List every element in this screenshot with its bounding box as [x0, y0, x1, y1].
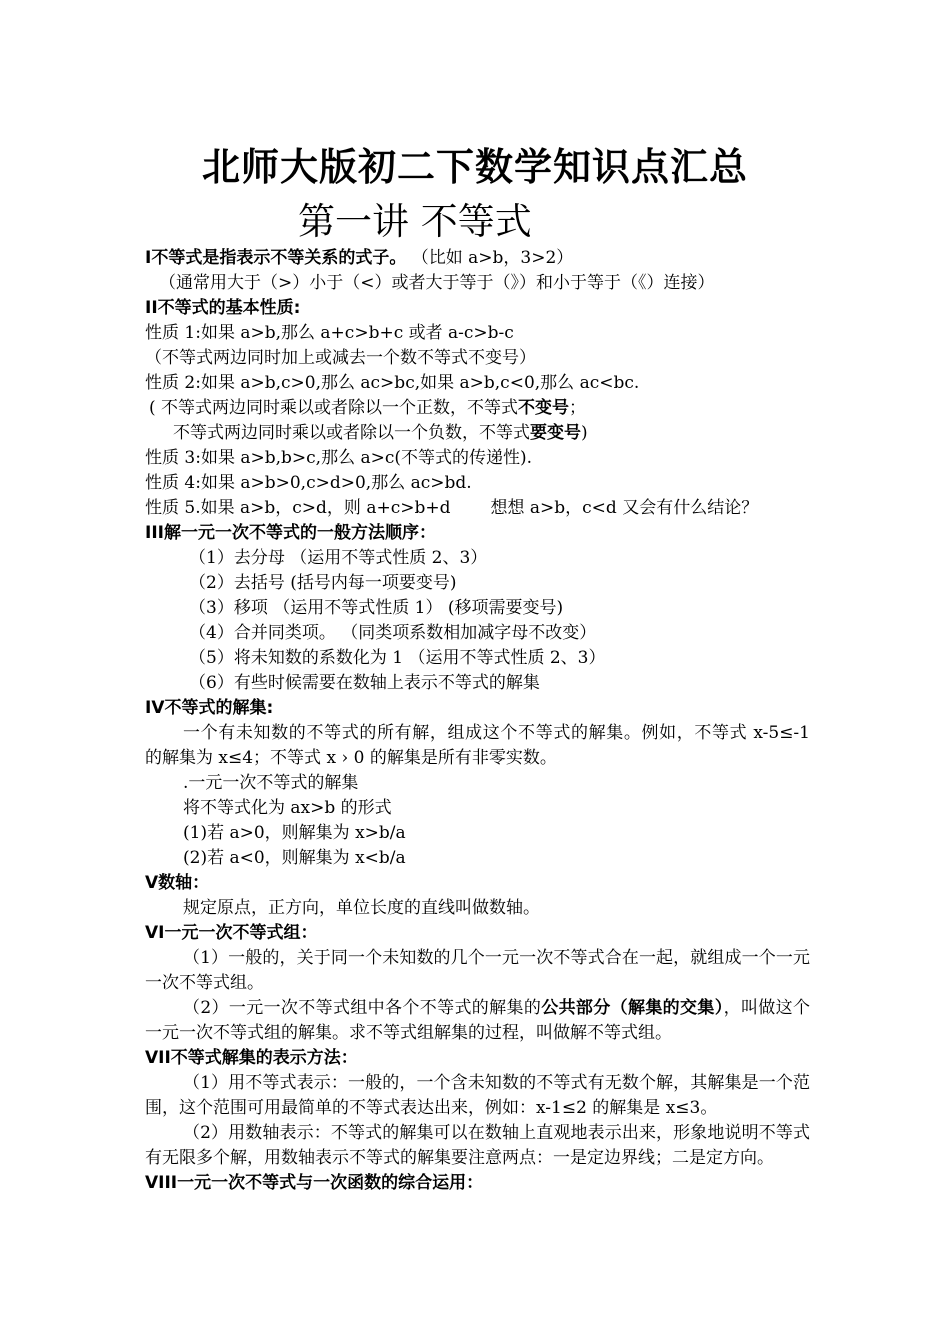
- step-item: （6）有些时候需要在数轴上表示不等式的解集: [189, 673, 540, 693]
- property-2: 性质 2:如果 a>b,c>0,那么 ac>bc,如果 a>b,c<0,那么 ac<bc.: [145, 373, 640, 393]
- property-5-question: 想想 a>b，c<d 又会有什么结论？: [490, 498, 759, 518]
- property-2-note-1: [145, 396, 810, 421]
- property-2-note-2: [145, 421, 810, 446]
- representation-paragraph-2: （2）用数轴表示：不等式的解集可以在数轴上直观地表示出来，形象地说明不等式有无限多个解，用数轴表示不等式的解集要注意两点：一是定边界线；二是定方向。: [145, 1123, 810, 1168]
- step-item: （3）移项 （运用不等式性质 1） (移项需要变号): [189, 598, 564, 618]
- section-3-heading: III解一元一次不等式的一般方法顺序：: [145, 523, 436, 543]
- emphasis-text: 要变号: [530, 423, 581, 443]
- document-body: [145, 246, 810, 1196]
- note-text: ): [581, 423, 588, 443]
- section-5-heading: V数轴：: [145, 873, 210, 893]
- section-2-heading: II不等式的基本性质:: [145, 298, 301, 318]
- step-item: （5）将未知数的系数化为 1 （运用不等式性质 2、3）: [189, 648, 606, 668]
- section-1-example: （比如 a>b，3>2）: [411, 248, 574, 268]
- section-4-heading: IV不等式的解集:: [145, 698, 274, 718]
- property-3: 性质 3:如果 a>b,b>c,那么 a>c(不等式的传递性).: [145, 448, 533, 468]
- section-1-note: （通常用大于（>）小于（<）或者大于等于（》）和小于等于（《）连接）: [159, 273, 715, 293]
- section-7-heading: VII不等式解集的表示方法：: [145, 1048, 358, 1068]
- solution-line: .一元一次不等式的解集: [183, 773, 359, 793]
- step-item: （1）去分母 （运用不等式性质 2、3）: [189, 548, 488, 568]
- lecture-title: 第一讲 不等式: [298, 200, 532, 243]
- section-1-heading: I不等式是指表示不等关系的式子。: [145, 248, 407, 268]
- property-1: 性质 1:如果 a>b,那么 a+c>b+c 或者 a-c>b-c: [145, 323, 514, 343]
- property-5: 性质 5.如果 a>b，c>d，则 a+c>b+d: [145, 498, 451, 518]
- paragraph-text: ，叫做这个一元一次不等式组的解集。求不等式组解集的过程，叫做解不等式组。: [145, 998, 811, 1043]
- property-4: 性质 4:如果 a>b>0,c>d>0,那么 ac>bd.: [145, 473, 472, 493]
- solution-set-paragraph: 一个有未知数的不等式的所有解，组成这个不等式的解集。例如，不等式 x-5≤-1 的解集为 x≤4；不等式 x › 0 的解集是所有非零实数。: [145, 723, 810, 768]
- solution-line: 将不等式化为 ax>b 的形式: [183, 798, 392, 818]
- system-paragraph-2: [145, 996, 810, 1046]
- step-item: （4）合并同类项。 （同类项系数相加减字母不改变）: [189, 623, 597, 643]
- property-1-note: （不等式两边同时加上或减去一个数不等式不变号）: [145, 348, 536, 368]
- note-text: ；: [569, 398, 587, 418]
- system-paragraph-1: （1）一般的，关于同一个未知数的几个一元一次不等式合在一起，就组成一个一元一次不等式组。: [145, 948, 810, 993]
- note-text: ( 不等式两边同时乘以或者除以一个正数，不等式: [149, 398, 519, 418]
- emphasis-text: 不变号: [518, 398, 570, 418]
- section-6-heading: VI一元一次不等式组：: [145, 923, 318, 943]
- solution-line: (2)若 a<0，则解集为 x<b/a: [183, 848, 406, 868]
- step-item: （2）去括号 (括号内每一项要变号): [189, 573, 457, 593]
- emphasis-text: 公共部分（解集的交集）: [541, 998, 724, 1018]
- section-1-line: [145, 246, 810, 271]
- note-text: 不等式两边同时乘以或者除以一个负数，不等式: [173, 423, 530, 443]
- document-title: 北师大版初二下数学知识点汇总: [201, 145, 748, 189]
- number-line-definition: 规定原点，正方向，单位长度的直线叫做数轴。: [183, 898, 540, 918]
- property-5-line: [145, 496, 810, 521]
- solution-line: (1)若 a>0，则解集为 x>b/a: [183, 823, 406, 843]
- section-8-heading: VIII一元一次不等式与一次函数的综合运用：: [145, 1173, 484, 1193]
- paragraph-text: （2）一元一次不等式组中各个不等式的解集的: [183, 998, 542, 1018]
- representation-paragraph-1: （1）用不等式表示：一般的，一个含未知数的不等式有无数个解，其解集是一个范围，这个范围可用最简单的不等式表达出来，例如：x-1≤2 的解集是 x≤3。: [145, 1073, 810, 1118]
